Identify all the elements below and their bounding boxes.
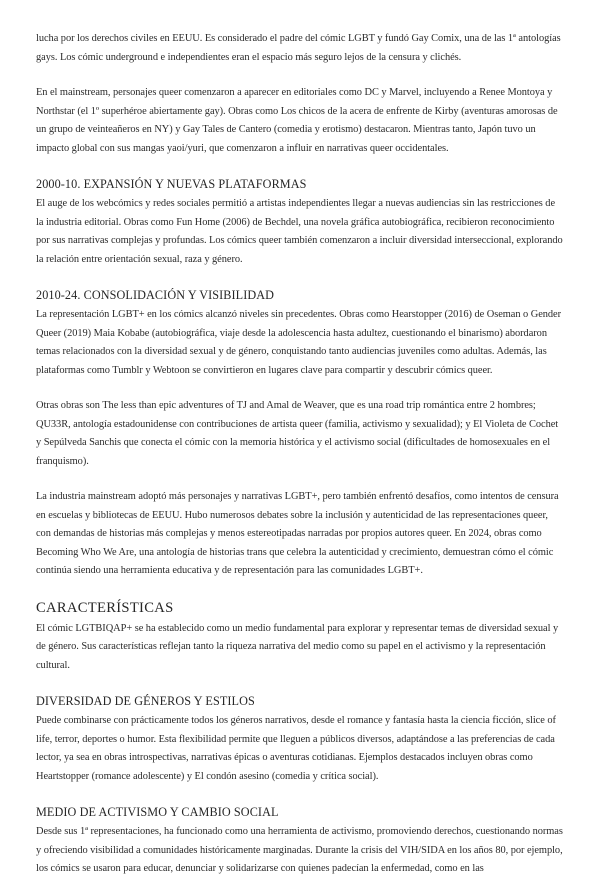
paragraph-webcomics: El auge de los webcómics y redes sociales permitió a artistas independientes llegar a nuevas audiencias sin las restricciones de la industria editorial. Obras como Fun Home (2006) de Bechdel, una novela gráfica autobiográfica, recibieron reconocimiento por sus narrativas complejas y profundas. Los cómics queer también comenzaron a incluir diversidad interseccional, explorando la relación entre orientación sexual, raza y género.	[36, 198, 563, 265]
paragraph-other-works: Otras obras son The less than epic adventures of TJ and Amal de Weaver, que es una road trip romántica entre 2 hombres; QU33R, antología estadounidense con contribuciones de artista queer (familia, activismo y sexualidad); y El Violeta de Cochet y Sepúlveda Sanchis que conecta el cómic con la memoria histórica y el activismo social (dificultades de homosexuales en el franquismo).	[36, 400, 559, 467]
paragraph-industry: La industria mainstream adoptó más personajes y narrativas LGBT+, pero también enfrentó desafíos, como intentos de censura en escuelas y bibliotecas de EEUU. Hubo numerosos debates sobre la inclusión y autenticidad de las representaciones queer, con demandas de historias más complejas y menos estereotipadas narradas por propios autores queer. En 2024, obras como Becoming Who We Are, una antología de historias trans que celebra la autenticidad y crecimiento, demuestran cómo el cómic continúa siendo una herramienta educativa y de representación para las comunidades LGBT+.	[36, 491, 559, 576]
heading-2010-24: 2010-24. CONSOLIDACIÓN Y VISIBILIDAD	[36, 288, 275, 302]
paragraph-diversidad: Puede combinarse con prácticamente todos los géneros narrativos, desde el romance y fantasía hasta la ciencia ficción, slice of life, terror, deportes o humor. Esta flexibilidad permite que lleguen a públicos diversos, adaptándose a las preferencias de cada lector, ya sea en obras introspectivas, narrativas épicas o aventuras cotidianas. Ejemplos destacados incluyen obras como Heartstopper (romance adolescente) y El condón asesino (comedia y crítica social).	[36, 715, 556, 782]
paragraph-caracteristicas-intro: El cómic LGTBIQAP+ se ha establecido como un medio fundamental para explorar y representar temas de diversidad sexual y de género. Sus características reflejan tanto la riqueza narrativa del medio como su papel en el activismo y la representación cultural.	[36, 622, 559, 671]
paragraph-activismo: Desde sus 1ª representaciones, ha funcionado como una herramienta de activismo, promoviendo derechos, cuestionando normas y ofreciendo visibilidad a comunidades históricamente marginadas. Durante la crisis del VIH/SIDA en los años 80, por ejemplo, los cómics se usaron para educar, denunciar y solidarizarse con quienes padecían la enfermedad, como en las	[36, 826, 563, 874]
paragraph-underground: lucha por los derechos civiles en EEUU. Es considerado el padre del cómic LGBT y fundó Gay Comix, una de las 1ª antologías gays. Los cómic underground e independientes eran el espacio más seguro lejos de la censura y clichés.	[36, 33, 561, 63]
heading-caracteristicas: CARACTERÍSTICAS	[36, 599, 174, 616]
heading-diversidad: DIVERSIDAD DE GÉNEROS Y ESTILOS	[36, 694, 255, 708]
heading-2000-10: 2000-10. EXPANSIÓN Y NUEVAS PLATAFORMAS	[36, 177, 307, 191]
paragraph-mainstream: En el mainstream, personajes queer comenzaron a aparecer en editoriales como DC y Marvel, incluyendo a Renee Montoya y Northstar (el 1º superhéroe abiertamente gay). Obras como Los chicos de la acera de enfrente de Kirby (aventuras amorosas de un grupo de veinteañeros en NY) y Gay Tales de Cantero (comedia y erotismo) destacaron. Mientras tanto, Japón tuvo un impacto global con sus mangas yaoi/yuri, que comenzaron a influir en narrativas queer occidentales.	[36, 87, 558, 154]
heading-activismo: MEDIO DE ACTIVISMO Y CAMBIO SOCIAL	[36, 805, 279, 819]
paragraph-representation: La representación LGBT+ en los cómics alcanzó niveles sin precedentes. Obras como Hearstopper (2016) de Oseman o Gender Queer (2019) Maia Kobabe (autobiográfica, viaje desde la adolescencia hasta adultez, cuestionando el binarismo) abordaron temas relacionados con la diversidad sexual y de género, conquistando tanto audiencias juveniles como adultas. Además, las plataformas como Tumblr y Webtoon se convirtieron en lugares clave para compartir y descubrir cómics queer.	[36, 309, 562, 376]
